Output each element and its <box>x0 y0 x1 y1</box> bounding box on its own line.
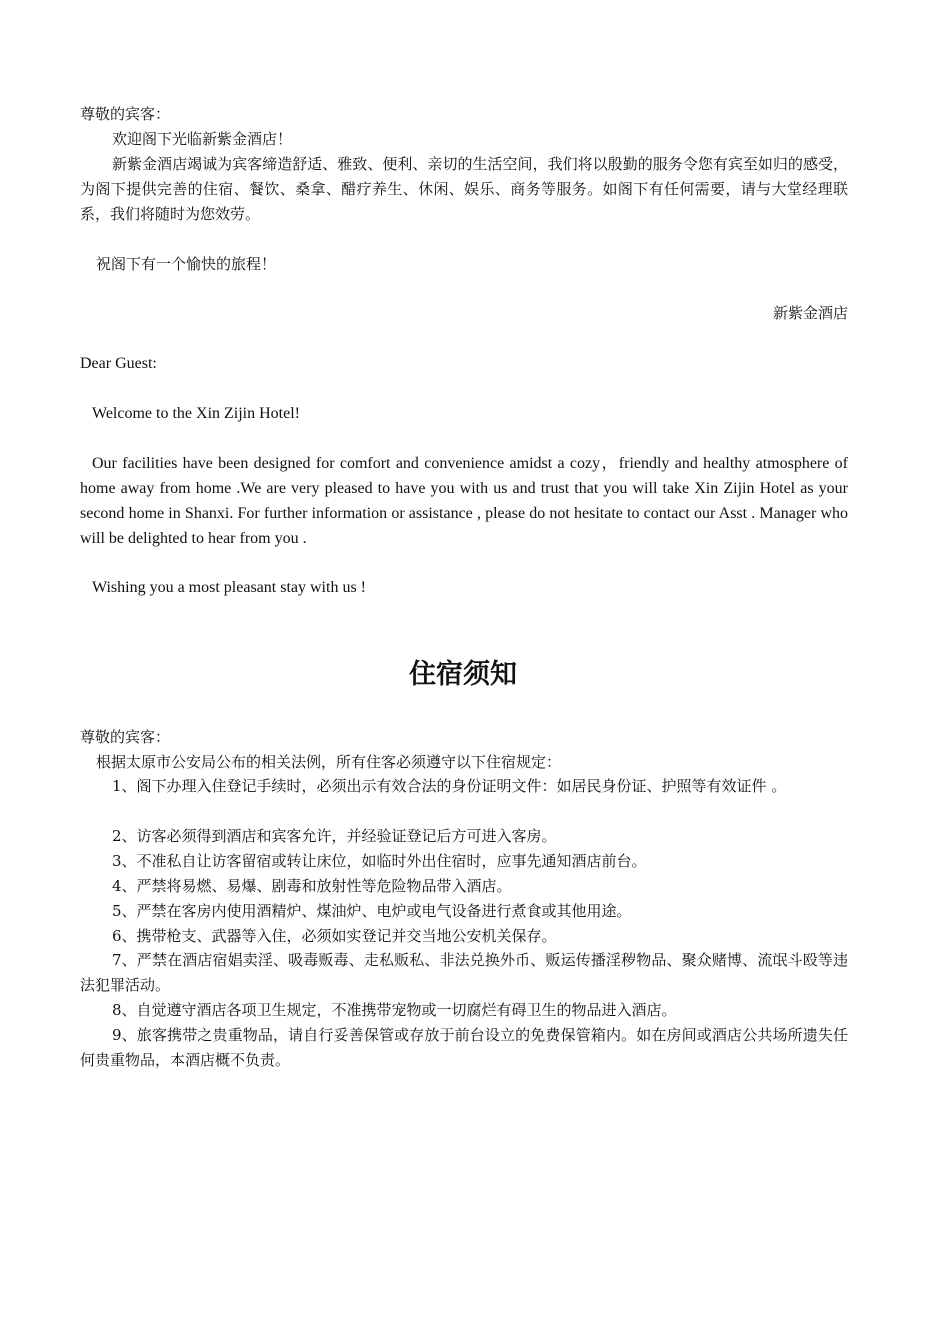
rules-intro: 根据太原市公安局公布的相关法例，所有住客必须遵守以下住宿规定： <box>96 753 562 771</box>
cn-welcome-line: 欢迎阁下光临新紫金酒店！ <box>112 130 293 148</box>
cn-signature: 新紫金酒店 <box>772 304 848 322</box>
en-welcome-line: Welcome to the Xin Zijin Hotel! <box>92 405 300 422</box>
en-wish: Wishing you a most pleasant stay with us ! <box>92 579 366 596</box>
rule-item-9: 9、旅客携带之贵重物品，请自行妥善保管或存放于前台设立的免费保管箱内。如在房间或酒店公共场所遗失任何贵重物品，本酒店概不负责。 <box>80 1026 848 1069</box>
cn-wish: 祝阁下有一个愉快的旅程！ <box>96 255 277 273</box>
rule-item-2: 2、访客必须得到酒店和宾客允许，并经验证登记后方可进入客房。 <box>112 827 557 845</box>
en-welcome-body: Our facilities have been designed for comfort and convenience amidst a cozy，friendly and healthy atmosphere of home away from home .We are very pleased to have you with us and trust that you will take Xin Zijin Hotel as your second home in Shanxi. For further information or assistance , please do not hesitate to contact our Asst . Manager who will be delighted to hear from you . <box>80 455 848 547</box>
rule-item-1: 1、阁下办理入住登记手续时，必须出示有效合法的身份证明文件：如居民身份证、护照等有效证件 。 <box>112 777 787 795</box>
rules-title: 住宿须知 <box>409 659 517 690</box>
rule-item-3: 3、不准私自让访客留宿或转让床位，如临时外出住宿时，应事先通知酒店前台。 <box>112 852 647 870</box>
cn-salutation: 尊敬的宾客： <box>80 105 171 123</box>
rule-item-6: 6、携带枪支、武器等入住，必须如实登记并交当地公安机关保存。 <box>112 927 557 945</box>
en-salutation: Dear Guest: <box>80 355 157 372</box>
rules-salutation: 尊敬的宾客： <box>80 728 171 746</box>
cn-welcome-body: 新紫金酒店竭诚为宾客缔造舒适、雅致、便利、亲切的生活空间，我们将以殷勤的服务令您有宾至如归的感受，为阁下提供完善的住宿、餐饮、桑拿、醋疗养生、休闲、娱乐、商务等服务。如阁下有任何需要，请与大堂经理联系，我们将随时为您效劳。 <box>80 155 848 223</box>
rule-item-4: 4、严禁将易燃、易爆、剧毒和放射性等危险物品带入酒店。 <box>112 877 512 895</box>
rule-item-7: 7、严禁在酒店宿娼卖淫、吸毒贩毒、走私贩私、非法兑换外币、贩运传播淫秽物品、聚众赌博、流氓斗殴等违法犯罪活动。 <box>80 951 848 994</box>
rule-item-8: 8、自觉遵守酒店各项卫生规定，不准携带宠物或一切腐烂有碍卫生的物品进入酒店。 <box>112 1001 677 1019</box>
rule-item-5: 5、严禁在客房内使用酒精炉、煤油炉、电炉或电气设备进行煮食或其他用途。 <box>112 902 632 920</box>
